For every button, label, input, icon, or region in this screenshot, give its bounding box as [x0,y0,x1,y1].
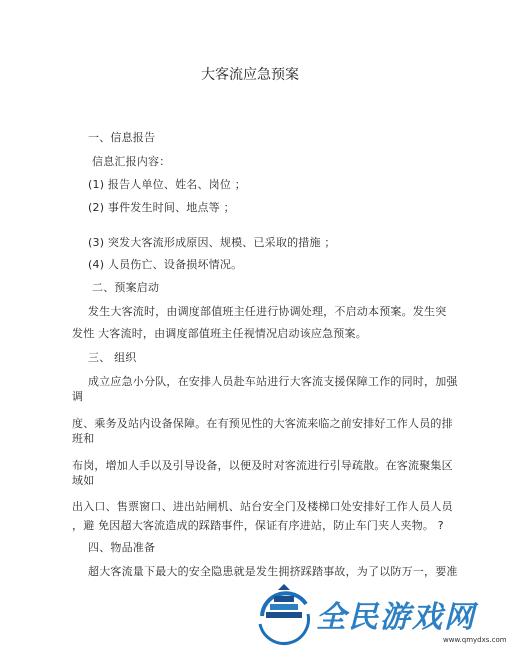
document-title: 大客流应急预案 [201,67,299,83]
paragraph-line: 域如 [72,474,95,487]
list-item-4: (4) 人员伤亡、设备损坏情况。 [88,258,243,271]
logo-icon [254,580,314,640]
watermark-url: www.qmydxs.com [443,636,507,644]
list-item-3: (3) 突发大客流形成原因、规模、已采取的措施 ； [88,236,336,249]
paragraph-line: 出入口、售票窗口、进出站闸机、站台安全门及楼梯口处安排好工作人员人员 [72,500,453,513]
watermark-text: 全民游戏网 [316,600,476,635]
heading-plan-start: 二、预案启动 [92,281,160,294]
list-item-1: (1) 报告人单位、姓名、岗位 ； [88,178,246,191]
site-watermark [250,574,507,648]
paragraph-line: ，避 免因超大客流造成的踩踏事件，保证有序进站，防止车门夹人夹物。 ? [72,519,444,532]
info-content-label: 信息汇报内容： [92,155,171,168]
paragraph-line: 班和 [72,432,95,445]
paragraph-line: 发性 大客流时，由调度部值班主任视情况启动该应急预案。 [72,327,367,340]
heading-info-report: 一、信息报告 [88,131,156,144]
paragraph-line: 布岗，增加人手以及引导设备，以便及时对客流进行引导疏散。在客流聚集区 [72,459,453,472]
list-item-2: (2) 事件发生时间、地点等 ； [88,201,235,214]
paragraph-line: 成立应急小分队，在安排人员赴车站进行大客流支援保障工作的同时，加强 [88,375,458,388]
paragraph-line: 度、乘务及站内设备保障。在有预见性的大客流来临之前安排好工作人员的排 [72,417,453,430]
heading-organization: 三、 组织 [88,351,137,364]
paragraph-line: 发生大客流时，由调度部值班主任进行协调处理，不启动本预案。发生突 [88,305,447,318]
heading-supplies: 四、物品准备 [88,541,156,554]
paragraph-line: 超大客流量下最大的安全隐患就是发生拥挤踩踏事故，为了以防万一，要准 [88,565,458,578]
paragraph-line: 调 [72,390,84,403]
